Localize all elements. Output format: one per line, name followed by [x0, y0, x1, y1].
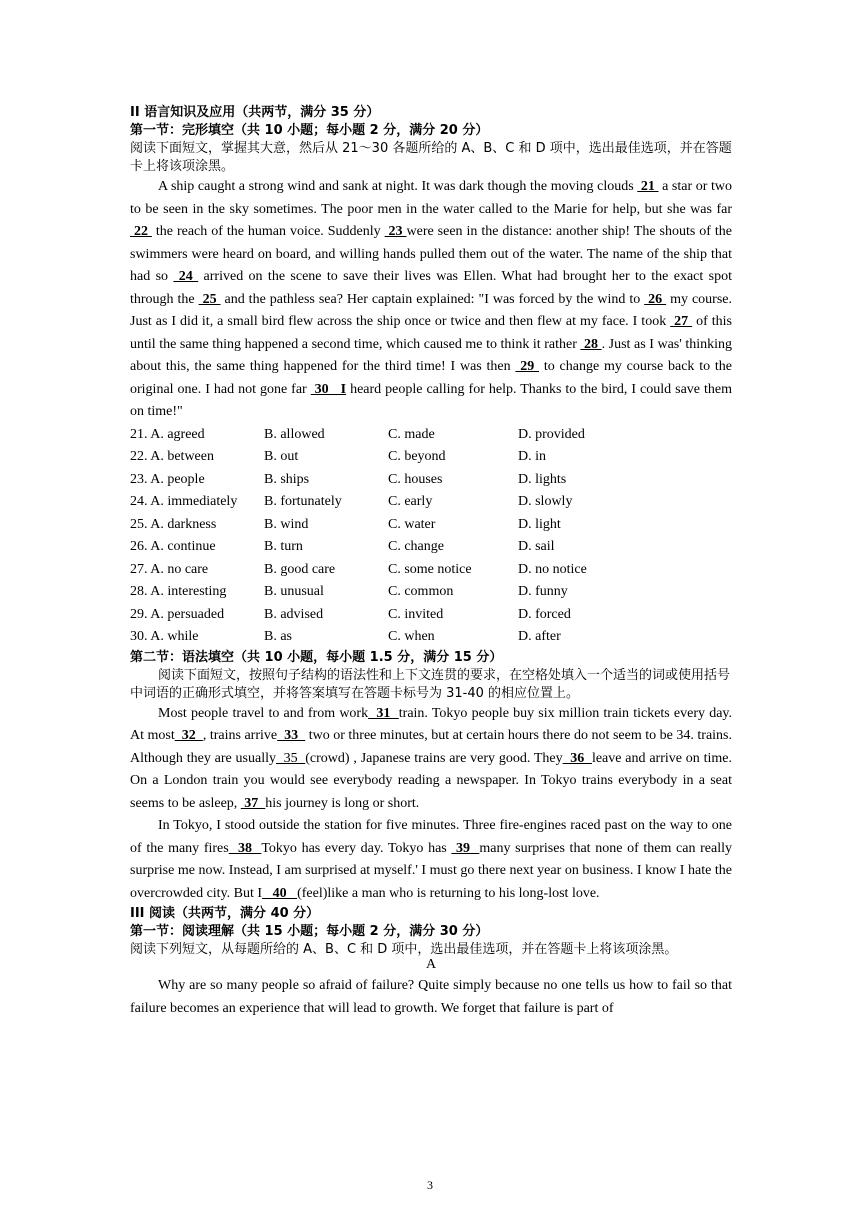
option-row	[130, 424, 732, 447]
passage-text: a star or two to be seen in the sky sometimes. The poor men in the water called to the Marie for help, but she was far	[130, 179, 733, 217]
option-choice: B. fortunately	[264, 494, 342, 509]
grammar-passage-paragraph-1	[130, 703, 732, 816]
passage-text: the reach of the human voice. Suddenly	[151, 224, 385, 239]
answer-blank: 23	[384, 224, 407, 239]
option-choice: 26. A. continue	[130, 539, 216, 554]
grammar-passage-paragraph-2	[130, 815, 732, 905]
passage-text: . Just as I was' thinking about this, the same thing happened for the third time! I was then	[130, 336, 733, 374]
option-choice: D. provided	[518, 426, 585, 442]
option-choice: B. as	[264, 629, 292, 644]
answer-blank: 38	[228, 840, 262, 856]
passage-text: Tokyo has every day. Tokyo has	[261, 840, 452, 856]
answer-blank: 31	[368, 705, 399, 721]
answer-blank: 27	[670, 314, 693, 329]
option-row	[130, 469, 732, 492]
option-row	[130, 604, 732, 627]
option-row	[130, 446, 732, 469]
passage-text: two or three minutes, but at certain hours there do not seem to be 34. trains. Although they are usually	[130, 728, 733, 766]
passage-text: (feel)like a man who is returning to his long-lost love.	[297, 885, 600, 901]
passage-text: , trains arrive	[202, 728, 278, 743]
answer-blank: 29	[515, 359, 540, 374]
answer-blank: 24	[173, 269, 199, 284]
option-choice: 23. A. people	[130, 471, 205, 487]
passage-text: A ship caught a strong wind and sank at night. It was dark though the moving clouds	[158, 179, 638, 194]
passage-text: leave and arrive on time. On a London train you would see everybody reading a newspaper. In Tokyo trains everybody in a seat seems to be asleep,	[130, 750, 732, 811]
option-choice: B. good care	[264, 561, 336, 577]
answer-blank: 26	[644, 291, 667, 307]
option-row	[130, 581, 732, 604]
option-choice: C. made	[388, 426, 435, 442]
answer-blank: 40	[262, 885, 298, 901]
passage-text: his journey is long or short.	[265, 795, 420, 811]
option-choice: D. slowly	[518, 494, 573, 509]
option-choice: D. lights	[518, 471, 567, 487]
answer-blank: 36	[562, 750, 592, 766]
section-3-title: III 阅读（共两节，满分 40 分）	[130, 906, 320, 921]
option-row	[130, 536, 732, 559]
answer-blank: 33	[277, 728, 306, 743]
cloze-title: 第一节：完形填空（共 10 小题；每小题 2 分，满分 20 分）	[130, 123, 489, 138]
option-choice: 30. A. while	[130, 629, 199, 644]
option-choice: D. forced	[518, 606, 571, 622]
option-choice: B. turn	[264, 539, 303, 554]
cloze-passage	[130, 176, 732, 424]
option-choice: C. common	[388, 584, 454, 599]
option-choice: B. wind	[264, 516, 309, 532]
answer-blank: 25	[198, 291, 221, 307]
option-row	[130, 491, 732, 514]
option-choice: 29. A. persuaded	[130, 606, 225, 622]
option-row	[130, 559, 732, 582]
option-row	[130, 626, 732, 649]
answer-blank: 21	[637, 179, 659, 194]
passage-text: to change my course back to the original one. I had not gone far	[130, 359, 732, 397]
option-choice: C. invited	[388, 606, 444, 622]
passage-text: arrived on the scene to save their lives was Ellen. What had brought her to the exact spot through the	[130, 269, 732, 307]
reading-instruction: 阅读下列短文，从每题所给的 A、B、C 和 D 项中，选出最佳选项，并在答题卡上将该项涂黑。	[130, 942, 678, 957]
cloze-instruction: 阅读下面短文，掌握其大意，然后从 21～30 各题所给的 A、B、C 和 D 项中，选出最佳选项，并在答题卡上将该项涂黑。	[130, 141, 732, 174]
passage-text: of this until the same thing happened a second time, which caused me to think it rather	[130, 314, 733, 352]
reading-title: 第一节：阅读理解（共 15 小题；每小题 2 分，满分 30 分）	[130, 924, 489, 939]
option-choice: D. sail	[518, 539, 555, 554]
option-choice: D. in	[518, 449, 546, 464]
passage-text: train. Tokyo people buy six million train tickets every day. At most	[130, 705, 732, 743]
answer-blank: 32	[174, 728, 203, 743]
option-choice: C. when	[388, 629, 435, 644]
option-choice: C. beyond	[388, 449, 446, 464]
section-2-title: II 语言知识及应用（共两节，满分 35 分）	[130, 105, 380, 120]
grammar-fill-instruction: 阅读下面短文，按照句子结构的语法性和上下文连贯的要求，在空格处填入一个适当的词或使用括号中词语的正确形式填空，并将答案填写在答题卡标号为 31-40 的相应位置上。	[130, 667, 731, 701]
option-choice: 22. A. between	[130, 449, 214, 464]
cloze-options	[130, 424, 732, 649]
option-choice: D. funny	[518, 584, 568, 599]
option-choice: 24. A. immediately	[130, 494, 238, 509]
page-content	[130, 104, 732, 1020]
passage-text: (crowd) , Japanese trains are very good. They	[305, 750, 563, 766]
answer-blank: 35	[275, 750, 306, 766]
option-choice: C. early	[388, 494, 433, 509]
passage-text: and the pathless sea? Her captain explained: "I was forced by the wind to	[220, 291, 645, 307]
answer-blank: 28	[580, 336, 602, 352]
option-row	[130, 514, 732, 537]
passage-text: heard people calling for help. Thanks to the bird, I could save them on time!"	[130, 381, 732, 419]
page-number: 3	[427, 1178, 433, 1192]
reading-passage-a: Why are so many people so afraid of failure? Quite simply because no one tells us how to fail so that failure becomes an experience that will lead to growth. We forget that failure is part of	[130, 978, 732, 1016]
passage-label: A	[425, 957, 437, 972]
grammar-fill-title: 第二节：语法填空（共 10 小题，每小题 1.5 分，满分 15 分）	[130, 649, 503, 665]
option-choice: C. some notice	[388, 561, 472, 577]
passage-text: my course. Just as I did it, a small bird flew across the ship once or twice and then flew at my face. I took	[130, 291, 732, 329]
answer-blank: 30 I	[310, 381, 347, 397]
passage-text: many surprises that none of them can really surprise me now. Instead, I am surprised at myself.' I must go there next year on business. I know I hate the overcrowded city. But I	[130, 840, 732, 901]
option-choice: C. change	[388, 539, 444, 554]
option-choice: C. houses	[388, 471, 443, 487]
option-choice: 27. A. no care	[130, 561, 209, 577]
option-choice: B. unusual	[264, 584, 324, 599]
passage-text: In Tokyo, I stood outside the station for five minutes. Three fire-engines raced past on the way to one of the many fires	[130, 818, 732, 856]
option-choice: B. out	[264, 449, 299, 464]
option-choice: D. after	[518, 629, 561, 644]
option-choice: B. ships	[264, 471, 310, 487]
passage-text: were seen in the distance: another ship! The shouts of the swimmers were heard on board, and willing hands pulled them out of the water. The name of the ship that had so	[130, 224, 732, 284]
option-choice: D. no notice	[518, 561, 587, 577]
passage-text: Most people travel to and from work	[158, 705, 369, 721]
option-choice: 28. A. interesting	[130, 584, 227, 599]
answer-blank: 22	[130, 224, 152, 239]
option-choice: 25. A. darkness	[130, 516, 217, 532]
option-choice: B. advised	[264, 606, 324, 622]
answer-blank: 39	[451, 840, 480, 856]
option-choice: B. allowed	[264, 426, 325, 442]
option-choice: C. water	[388, 516, 436, 532]
option-choice: D. light	[518, 516, 561, 532]
option-choice: 21. A. agreed	[130, 426, 205, 442]
answer-blank: 37	[240, 795, 266, 811]
